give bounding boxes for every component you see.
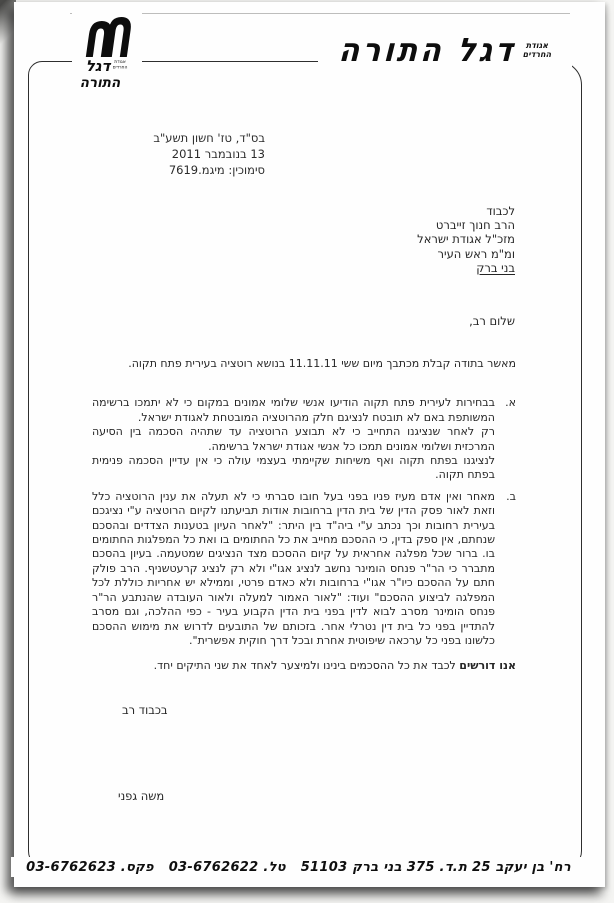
addressee-line: הרב חנוך זייברט <box>435 218 515 233</box>
hebrew-date: בס"ד, טז' חשון תשע"ב <box>153 131 265 145</box>
svg-text:דגל: דגל <box>85 57 111 75</box>
paragraph: מאחר ואין אדם מעיז פניו בפני בעל חובו סברתי כי לא תעלה את ענין הרוטציה כלל וזאת לאור פסק הדין של בית הדין ברחובות אודות תביעתנו לקיום הרוטציה ע"י נציגכם בעירית רחובות וכך נכתב ע"י ביה"ד בין היתר: "לאחר העיון בטענות הצדדים ובהסכם שנחתם, אין ספק בדין, כי ההסכם מחייב את כל החתומים בו ואת כל המפלגות החתומים בו. ברור שכל מפלגה אחראית על קיום ההסכם מצד הנציגים שמטעמה. בעיון בהסכם מתברר כי הר"ר פנחס הומינר נחשב לנציג אגו"י ולא רק לנציג קרעטשניף. הרב פולק חתם על ההסכם כיו"ר אגו"י ברחובות ולא כאדם פרטי, וממילא יש אחריות כוללת לכל המפלגה לביצוע ההסכם" ועוד: "לאור האמור למעלה ולאור העובדה שהנתבע הר"ר פנחס הומינר מסרב לבוא לדין בפני בית הדין הקבוע בעיר - כפי ההלכה, וגם מסרב להתדיין בפני כל בית דין נטרלי אחר. בזכותם של התובעים לדרוש את מימוש ההסכם כלשונו בפני כל ערכאה שיפוטית אחרת ובכל דרך חוקית אפשרית". <box>92 489 495 647</box>
svg-text:החרדים: החרדים <box>112 65 128 71</box>
item-marker: א. <box>505 396 516 410</box>
letterhead <box>318 27 572 73</box>
letter-body <box>92 357 516 674</box>
svg-text:התורה: התורה <box>79 75 121 91</box>
addressee-line: ומ"מ ראש העיר <box>437 246 515 261</box>
item-marker: ב. <box>506 489 516 503</box>
paragraph: בבחירות לעירית פתח תקוה הודיעו אנשי שלומי אמונים במקום כי לא יתמכו ברשימה המשותפת באם לא תובטח לנציגם חלק מהרוטציה המובטחת לאגודת ישראל. <box>92 396 495 424</box>
addressee-city: בני ברק <box>476 260 515 275</box>
item-text <box>92 490 495 648</box>
demand-bold: אנו דורשים <box>459 659 516 673</box>
intro-paragraph: מאשר בתודה קבלת מכתבך מיום ששי 11.11.11 בנושא רוטציה בעירית פתח תקוה. <box>128 357 516 370</box>
logo-flags-icon <box>72 13 142 95</box>
footer-address: רח' בן יעקב 25 ת.ד. 375 בני ברק 51103 <box>300 860 571 875</box>
list-item-bet <box>92 490 516 648</box>
addressee-line: לכבוד <box>486 204 515 218</box>
addressee-line: מזכ"ל אגודת ישראל <box>417 232 515 247</box>
signature-name: משה גפני <box>118 789 165 803</box>
closing-phrase: בכבוד רב <box>122 703 168 717</box>
item-text <box>92 396 495 482</box>
footer-contact-line <box>28 856 580 877</box>
paragraph: לנציגנו בפתח תקוה ואף משיחות שקיימתי בעצמי עולה כי אין עדיין הסכמה פנימית בפתח תקוה. <box>92 454 495 482</box>
scan-edge-artifact <box>70 13 570 14</box>
org-title: דגל התורה <box>337 31 517 69</box>
list-item-alef <box>92 396 516 482</box>
civil-date: 13 בנובמבר 2011 <box>171 146 265 161</box>
footer-tel: טל. 03-6762622 <box>168 860 286 875</box>
footer-text <box>11 857 586 877</box>
addressee-block <box>417 204 515 275</box>
salutation: שלום רב, <box>469 314 515 328</box>
degel-hatorah-logo <box>72 13 142 95</box>
org-name-small: אגודת החרדים <box>522 41 552 59</box>
date-block <box>90 131 265 178</box>
demand-rest: לכבד את כל ההסכמים בינינו ולמיצער לאחד את שני התיקים יחד. <box>153 659 460 673</box>
footer-fax: פקס. 03-6762623 <box>26 860 154 875</box>
reference-number: סימוכין: מיגמ.7619 <box>168 162 265 177</box>
paragraph: רק לאחר שנציגנו התחייב כי לא תבוצע הרוטציה עד שתהיה הסכמה בין הסיעה המרכזית ושלומי אמונים תמכו כל אנשי אגודת ישראל ברשימה. <box>92 425 495 453</box>
svg-text:אגודת: אגודת <box>114 60 126 65</box>
demand-line <box>92 659 516 673</box>
